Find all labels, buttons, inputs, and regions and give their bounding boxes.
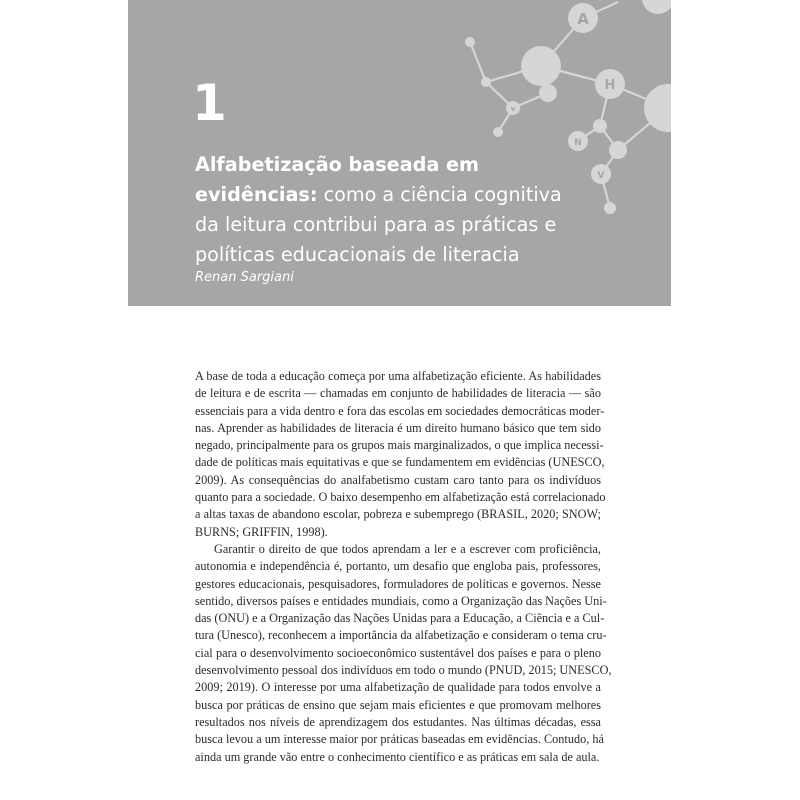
chapter-title-line3: da leitura contribui para as práticas e	[195, 213, 557, 236]
paragraph-1-line: 2009). As consequências do analfabetismo custam caro tanto para os indivíduos	[195, 472, 601, 487]
paragraph-2-line: sentido, diversos países e entidades mundiais, como a Organização das Nações Uni-	[195, 593, 607, 608]
paragraph-1-line: a altas taxas de abandono escolar, pobreza e subemprego (BRASIL, 2020; SNOW;	[195, 507, 601, 522]
paragraph-2-line: 2009; 2019). O interesse por uma alfabetização de qualidade para todos envolve a	[195, 680, 601, 695]
paragraph-2-line: cial para o desenvolvimento socioeconômico sustentável dos países e para o pleno	[195, 645, 601, 660]
paragraph-1-line: quanto para a sociedade. O baixo desempenho em alfabetização está correlacionado	[195, 490, 606, 505]
paragraph-2-line: autonomia e independência é, portanto, um desafio que engloba pais, professores,	[195, 559, 601, 574]
paragraph-1-line: dade de políticas mais equitativas e que se fundamentem em evidências (UNESCO,	[195, 455, 605, 470]
paragraph-1-line: nas. Aprender as habilidades de literacia é um direito humano básico que tem sido	[195, 420, 601, 435]
paragraph-2-line: busca levou a um interesse maior por práticas baseadas em evidências. Contudo, há	[195, 732, 604, 747]
atom-letter-a: A	[577, 10, 589, 28]
atom-letter-v-small: v	[510, 105, 516, 113]
paragraph-2-line: tura (Unesco), reconhecem a importância da alfabetização e consideram o tema cru-	[195, 628, 607, 643]
chapter-number: 1	[192, 74, 227, 132]
paragraph-2-line: gestores educacionais, pesquisadores, formuladores de políticas e governos. Nesse	[195, 576, 601, 591]
body-text	[195, 368, 612, 766]
chapter-title-bold-1: Alfabetização baseada em	[195, 153, 479, 176]
paragraph-1-line: A base de toda a educação começa por uma alfabetização eficiente. As habilidades	[195, 369, 601, 383]
chapter-title-line2-rest: como a ciência cognitiva	[317, 183, 562, 206]
paragraph-2-line: Garantir o direito de que todos aprendam a ler e a escrever com proficiência,	[214, 541, 601, 556]
paragraph-1-line: de leitura e de escrita — chamadas em conjunto de habilidades de literacia — são	[195, 386, 601, 401]
paragraph-1-line: essenciais para a vida dentro e fora das escolas em sociedades democráticas moder-	[195, 403, 605, 418]
paragraph-2-line: resultados nos níveis de aprendizagem dos estudantes. Nas últimas décadas, essa	[195, 714, 601, 729]
chapter-header-band	[128, 0, 671, 306]
chapter-title-bold-2: evidências:	[195, 183, 318, 206]
paragraph-1	[195, 368, 606, 541]
author-name: Renan Sargiani	[195, 270, 294, 285]
paragraph-2-line: ainda um grande vão entre o conhecimento científico e as práticas em sala de aula.	[195, 749, 600, 764]
paragraph-1-line: BURNS; GRIFFIN, 1998).	[195, 524, 328, 539]
atom-letter-h: H	[604, 78, 616, 93]
atom-letter-n: N	[574, 138, 582, 148]
paragraph-2-line: busca por práticas de ensino que sejam mais eficientes e que promovam melhores	[195, 697, 601, 712]
paragraph-1-line: negado, principalmente para os grupos mais marginalizados, o que implica necessi-	[195, 438, 604, 453]
paragraph-2	[195, 541, 612, 766]
chapter-title-line4: políticas educacionais de literacia	[195, 243, 520, 266]
paragraph-2-line: das (ONU) e a Organização das Nações Unidas para a Educação, a Ciência e a Cul-	[195, 611, 605, 626]
chapter-title	[195, 150, 575, 270]
paragraph-2-line: desenvolvimento pessoal dos indivíduos em todo o mundo (PNUD, 2015; UNESCO,	[195, 663, 612, 678]
atom-letter-v: V	[597, 171, 605, 181]
